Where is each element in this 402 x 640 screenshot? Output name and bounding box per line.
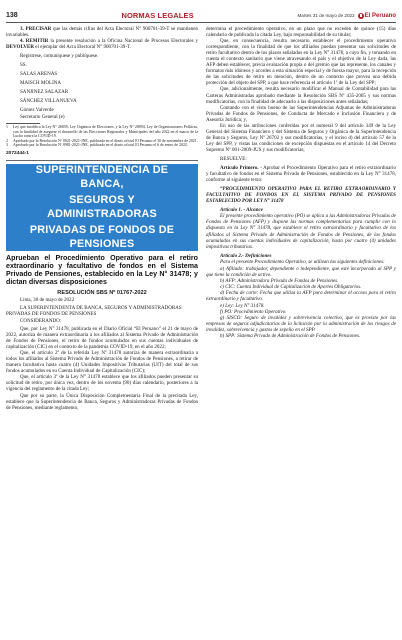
secretary-title: Secretario General (e): [20, 113, 65, 120]
footnote: 3 Aprobado por la Resolución Nº 0981-2021-JNE, publicada en el diario oficial El Peruano el 6 de enero de 2022.: [6, 143, 188, 148]
logo-text: El Peruano: [364, 12, 396, 19]
institution-banner: [6, 164, 198, 251]
left-column: [6, 26, 198, 411]
definition-item: c) CIC: Cuenta Individual de Capitalización de Aportes Obligatorios.: [220, 284, 362, 291]
footnote-divider: [6, 123, 40, 124]
definition-item: h) SPP: Sistema Privado de Administración de Fondos de Pensiones.: [220, 332, 361, 339]
closing-formula: Regístrese, comuníquese y publíquese.: [20, 53, 99, 60]
recital-paragraph: Que, el artículo 2º de la referida Ley Nº 31478 autoriza de manera extraordinaria a todos los afiliados al Sistema Privado de Administración de Fondos de Pensiones, a retirar de manera facultativa hasta cuatro (4) Unidades Impositivas Tributarias (UIT) del total de sus fondos acumulados en su Cuenta Individual de Capitalización (CIC);: [6, 350, 198, 375]
article-heading: Artículo 1. - Alcance: [220, 207, 263, 214]
recital-paragraph: En uso de las atribuciones conferidas por el numeral 9 del artículo 349 de la Ley General del Sistema Financiero y del Sistema de Seguros y Orgánica de la Superintendencia de Banca y Seguros, Ley Nº 26702 y sus modificatorias, y el inciso d) del artículo 57 de la Ley del SPP, y vistas las condiciones de excepción dispuestas en el artículo 14 del Decreto Supremo Nº 001-2009-JUS y sus modificatorias;: [206, 122, 396, 153]
page-number: 138: [6, 12, 18, 19]
footnote: 1 Ley que modifica la Ley N° 26859, Ley Orgánica de Elecciones, y la Ley N° 28094, Ley de Organizaciones Políticas, con la finalidad de asegurar el desarrollo de las Elecciones Regionales y Municipales del año 2022 en el marco de la Lucha contra la COVID-19.: [6, 125, 198, 139]
article-headline: Aprueban el Procedimiento Operativo para el retiro extraordinario y facultativo de fondos en el Sistema Privado de Pensiones, establecido en la Ley N° 31478; y dictan diversas disposiciones: [6, 253, 198, 287]
definition-item: g) SISCO: Seguro de invalidez y sobrevivencia colectivo, que es provisto por las empresas de seguros adjudicatarias de la licitación por la administración de los riesgos de invalidez, sobrevivencia y gastos de sepelio en el SPP.: [206, 314, 396, 333]
definition-item: b) AFP: Administradora Privada de Fondos de Pensiones.: [220, 278, 339, 285]
recital-paragraph: Que, en consecuencia, resulta necesario establecer el procedimiento operativo correspondiente, con la finalidad de que los afiliados puedan presentar sus solicitudes de retiro facultativo dentro de los plazos señalados en la Ley N° 31478, a cuyo fin, y tomando en cuenta el contexto sanitario que viene atravesando el país y el objetivo de la Ley dada, las AFP deben establecer, previa evaluación propia o del gremio que las represente, los canales y formatos más idóneos y acordes a esta situación especial y de fuerza mayor, para la recepción de las solicitudes de retiro en mención, dentro de un contexto que provea una debida protección del objeto del SPP, a que hace referencia el artículo 1º de la Ley del SPP;: [206, 38, 396, 87]
recital-paragraph: Que por su parte, la Única Disposición Complementaria Final de la precitada Ley, establece que la Superintendencia de Banca, Seguros y Administradoras Privadas de Fondos de Pensiones, mediante reglamento,: [6, 392, 198, 411]
banner-line: PRIVADAS DE FONDOS DE PENSIONES: [29, 224, 175, 251]
definition-item: a) Afiliado: trabajador, dependiente o independiente, que esté incorporado al SPP y que tiene la condición de activo.: [206, 266, 396, 279]
header-divider: [6, 22, 396, 23]
definition-item: e) Ley: Ley N° 31478.: [220, 302, 265, 309]
recital-paragraph: Que, el artículo 3º de la Ley N° 31478 establece que los afiliados pueden presentar su solicitud de retiro, por única vez, dentro de los noventa (90) días calendario, posteriores a la vigencia del reglamento de la citada Ley;: [6, 374, 198, 393]
considerando-heading: CONSIDERANDO:: [20, 318, 62, 325]
banner-line: SEGUROS Y ADMINISTRADORAS: [47, 194, 157, 221]
section-divider: [6, 160, 198, 161]
resuelve-heading: RESUELVE:: [220, 155, 247, 162]
item-3: 3. PRECISAR que las demás cifras del Acta Electoral N° 900701-39-T se mantienen invariables.: [6, 26, 198, 39]
header-right: [297, 13, 396, 19]
procedure-title: “PROCEDIMIENTO OPERATIVO PARA EL RETIRO EXTRAORDINARIO Y FACULTATIVO DE FONDOS EN EL SISTEMA PRIVADO DE PENSIONES ESTABLECIDO POR LEY N° 31478: [206, 186, 396, 205]
signatory: SALAS ARENAS: [20, 71, 58, 78]
right-column: [206, 26, 396, 339]
logo-icon: [358, 13, 364, 19]
signatory: SS.: [20, 62, 27, 69]
resolution-date: Lima, 30 de mayo de 2022: [20, 297, 75, 304]
footnote: 2 Aprobado por la Resolución Nº 0921-2021-JNE, publicada en el diario oficial El Peruano el 30 de noviembre de 2021.: [6, 138, 198, 143]
article-heading: Artículo 2.- Definiciones: [220, 252, 272, 259]
section-title: NORMAS LEGALES: [121, 11, 194, 20]
article-one: Artículo Primero. - Aprobar el Procedimiento Operativo para el retiro extraordinario y facultativo de fondos en el Sistema Privado de Pensiones, establecido en la Ley N° 31478, conforme al siguiente texto:: [206, 165, 396, 184]
recital-paragraph: Contando con el visto bueno de las Superintendencias Adjuntas de Administradoras Privadas de Fondos de Pensiones, de Conducta de Mercado e Inclusión Financiera y de Asesoría Jurídica; y,: [206, 104, 396, 123]
definition-item: f) PO: Procedimiento Operativo.: [220, 308, 287, 315]
secretary-name: Gómez Valverde: [20, 107, 54, 114]
signatory: MAISCH MOLINA: [20, 80, 62, 87]
resolution-issuer: LA SUPERINTENDENTA DE BANCA, SEGUROS Y ADMINISTRADORAS PRIVADAS DE FONDOS DE PENSIONES: [6, 304, 182, 317]
reference-code: 2072444-1: [6, 151, 29, 157]
item-4: 4. REMITIR la presente resolución a la Oficina Nacional de Procesos Electorales y DEVOLVER el ejemplar del Acta Electoral N° 900701-39-T.: [6, 38, 198, 51]
page-header: [6, 11, 396, 20]
recital-paragraph: Que, por Ley N° 31478, publicada en el Diario Oficial “El Peruano” el 21 de mayo de 2022, autoriza de manera extraordinaria a los afiliados al Sistema Privado de Administración de Fondos de Pensiones, el retiro de fondos acumulados en sus cuentas individuales de capitalización (CIC) en el contexto de la pandemia COVID-19, en el año 2022;: [6, 326, 198, 351]
banner-line: SUPERINTENDENCIA DE BANCA,: [35, 164, 169, 191]
signatory: SANJINEZ SALAZAR: [20, 89, 69, 96]
publication-logo: [358, 13, 396, 19]
article-text: El presente procedimiento operativo (PO) se aplica a las Administradoras Privadas de Fondos de Pensiones (AFP) y dispone las normas complementarias para cumplir con lo dispuesto en la Ley N° 31478, que establece el retiro extraordinario y facultativo de los afiliados al Sistema Privado de Administración de Fondos de Pensiones, de los fondos acumulados en sus cuentas individuales de capitalización, hasta por cuatro (4) unidades impositivas tributarias.: [206, 213, 396, 250]
recital-paragraph: Que, adicionalmente, resulta necesario modificar el Manual de Contabilidad para las Carteras Administradas aprobado mediante la Resolución SBS Nº 435-2005 y sus normas modificatorias, con la finalidad de adecuarlo a las disposiciones antes señaladas;: [206, 86, 396, 105]
resolution-title: RESOLUCIÓN SBS Nº 01767-2022: [57, 289, 147, 296]
article-text: Para el presente Procedimiento Operativo, se utilizan las siguientes definiciones:: [220, 258, 385, 265]
signatory: SÁNCHEZ VILLANUEVA: [20, 98, 77, 105]
issue-date: Martes 31 de mayo de 2022: [297, 13, 355, 18]
definition-item: d) Fecha de corte: Fecha que utiliza la AFP para determinar el acceso para el retiro extraordinario y facultativo.: [206, 290, 396, 303]
recital-paragraph: determina el procedimiento operativo, en un plazo que no exceden de quince (15) días calendario de publicada la citada Ley, bajo responsabilidad de su titular;: [206, 26, 396, 39]
